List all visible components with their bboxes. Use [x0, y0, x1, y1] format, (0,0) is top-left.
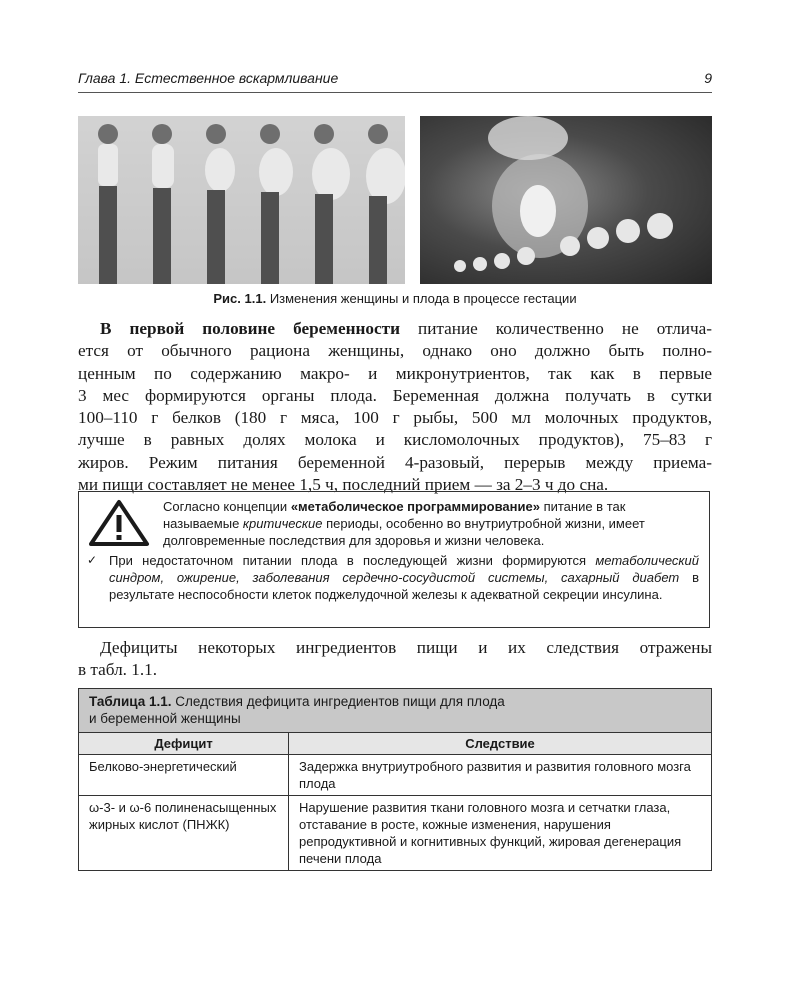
- consequence-cell: Нарушение развития ткани головного мозга и сетчатки глаза, отставание в росте, кожные изменения, нарушения репродуктивной и когнитивных функций, жировая дегенерация печени плода: [299, 800, 682, 866]
- column-header-deficit: Дефицит: [79, 733, 289, 754]
- paragraph-line: жиров. Режим питания беременной 4-разовый, перерыв между приема-: [78, 452, 712, 472]
- paragraph-line: В первой половине беременности питание количественно не отлича-: [100, 319, 712, 338]
- table-header-row: [79, 733, 711, 755]
- deficit-cell: Белково-энергетический: [79, 755, 289, 795]
- running-header: [78, 68, 712, 93]
- consequence-cell: Задержка внутриутробного развития и развития головного мозга плода: [299, 759, 691, 791]
- table-row: [79, 796, 711, 870]
- pregnancy-stages-photo: [78, 116, 405, 284]
- figure-caption-label: Рис. 1.1.: [213, 291, 267, 306]
- figure-1-1: [78, 116, 712, 284]
- table-row: [79, 755, 711, 796]
- paragraph-line: в табл. 1.1.: [78, 660, 158, 680]
- note-main-text: Согласно концепции «метаболическое программирование» питание в так называемые критические периоды, особенно во внутриутробной жизни, имеет долговременные последствия для здоровья и жизни человека.: [163, 499, 645, 548]
- note-bullet-text: При недостаточном питании плода в последующей жизни формируются метаболический синдром, ожирение, заболевания сердечно-сосудистой системы, сахарный диабет в результате неспособности клеток поджелудочной железы к адекватной секреции инсулина.: [109, 553, 699, 602]
- paragraph-line: ценным по содержанию макро- и микронутриентов, так как в первые: [78, 363, 712, 383]
- paragraph-line: ми пищи составляет не менее 1,5 ч, последний прием — за 2–3 ч до сна.: [78, 475, 609, 495]
- note-bullet: [87, 552, 699, 603]
- paragraph-line: ется от обычного рациона женщины, однако оно должно быть полно-: [78, 341, 712, 361]
- fetus-stages-illustration: [420, 116, 712, 284]
- paragraph-table-reference: [78, 637, 712, 682]
- table-title-label: Таблица 1.1.: [89, 694, 172, 709]
- paragraph-line: лучше в равных долях молока и кисломолочных продуктов), 75–83 г: [78, 430, 712, 450]
- paragraph-line: Дефициты некоторых ингредиентов пищи и их следствия отражены: [100, 638, 712, 657]
- pregnant-women-silhouettes: [78, 116, 405, 284]
- checkmark-icon: ✓: [87, 553, 98, 567]
- table-1-1: [78, 688, 712, 871]
- chapter-title: Глава 1. Естественное вскармливание: [78, 70, 339, 86]
- bold-lead: В первой половине беременности: [100, 319, 400, 338]
- fetal-development-photo: [420, 116, 712, 284]
- table-title: Таблица 1.1. Следствия дефицита ингредиентов пищи для плода и беременной женщины: [79, 689, 711, 733]
- column-header-consequence: Следствие: [465, 736, 535, 751]
- figure-caption-text: Изменения женщины и плода в процессе гестации: [266, 291, 577, 306]
- warning-note-box: [78, 491, 710, 628]
- paragraph-first-half-pregnancy: [78, 318, 712, 496]
- paragraph-line: 3 мес формируются органы плода. Беременная должна получать в сутки: [78, 385, 712, 405]
- page-number: 9: [704, 70, 712, 86]
- paragraph-line: 100–110 г белков (180 г мяса, 100 г рыбы, 500 мл молочных продуктов,: [78, 408, 712, 428]
- figure-caption: [78, 291, 712, 306]
- warning-triangle-icon: [87, 498, 151, 548]
- deficit-cell: ω-3- и ω-6 полиненасыщенных жирных кислот (ПНЖК): [79, 796, 289, 870]
- note-term: «метаболическое программирование»: [290, 499, 540, 514]
